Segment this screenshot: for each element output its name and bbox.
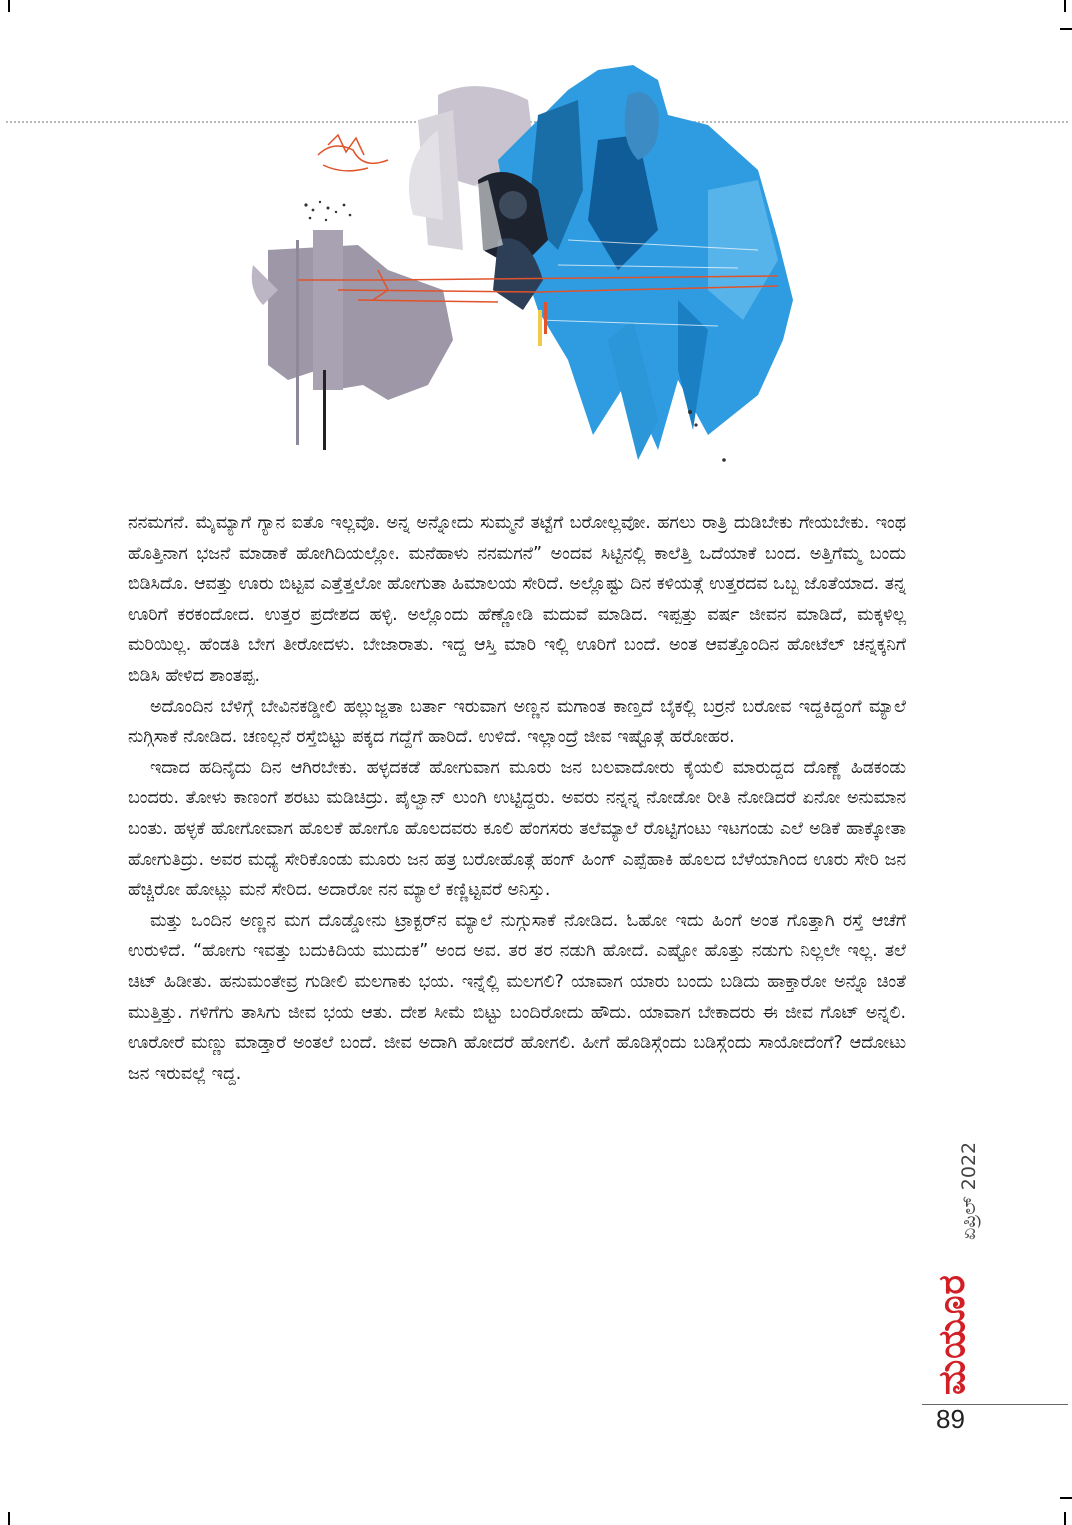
magazine-logo: ಮಯೂರ [930, 1274, 973, 1395]
dark-texture [463, 172, 548, 310]
article-paragraph: ನನಮಗನೆ. ಮೈಮ್ಯಾಗೆ ಗ್ಯಾನ ಐತೊ ಇಲ್ಲವೊ. ಅನ್ನ ಅನ್ನೋದು ಸುಮ್ಮನೆ ತಟ್ಟೆಗೆ ಬರೋಲ್ಲವೋ. ಹಗಲು ರಾತ್ರಿ ದುಡಿಬೇಕು ಗೇಯಬೇಕು. ಇಂಥ ಹೊತ್ತಿನಾಗ ಭಜನೆ ಮಾಡಾಕೆ ಹೋಗಿದಿಯಲ್ಲೋ. ಮನೆಹಾಳು ನನಮಗನೆ” ಅಂದವ ಸಿಟ್ಟಿನಲ್ಲಿ ಕಾಲೆತ್ತಿ ಒದೆಯಾಕೆ ಬಂದ. ಅತ್ತಿಗೆಮ್ಮ ಬಂದು ಬಿಡಿಸಿದೊ. ಆವತ್ತು ಊರು ಬಿಟ್ಟವ ಎತ್ತೆತ್ತಲೋ ಹೋಗುತಾ ಹಿಮಾಲಯ ಸೇರಿದೆ. ಅಲ್ಲೊಷ್ಟು ದಿನ ಕಳಿಯತ್ಗೆ ಉತ್ತರದವ ಒಬ್ಬ ಜೊತೆಯಾದ. ತನ್ನ ಊರಿಗೆ ಕರಕಂದೋದ. ಉತ್ತರ ಪ್ರದೇಶದ ಹಳ್ಳಿ. ಅಲ್ಲೊಂದು ಹೆಣ್ಣೋಡಿ ಮದುವೆ ಮಾಡಿದ. ಇಪ್ಪತ್ತು ವರ್ಷ ಜೀವನ ಮಾಡಿದೆ, ಮಕ್ಕಳಿಲ್ಲ ಮರಿಯಿಲ್ಲ. ಹೆಂಡತಿ ಬೇಗ ತೀರೋದಳು. ಬೇಜಾರಾತು. ಇದ್ದ ಆಸ್ತಿ ಮಾರಿ ಇಲ್ಲಿ ಊರಿಗೆ ಬಂದೆ. ಅಂತ ಆವತ್ತೊಂದಿನ ಹೋಟೆಲ್ ಚನ್ನಕ್ಕನಿಗೆ ಬಿಡಿಸಿ ಹೇಳಿದ ಶಾಂತಪ್ಪ. [128, 513, 906, 686]
article-paragraph: ಅದೊಂದಿನ ಬೆಳಿಗ್ಗೆ ಬೇವಿನಕಡ್ಡೀಲಿ ಹಲ್ಲುಜ್ಜತಾ ಬರ್ತಾ ಇರುವಾಗ ಅಣ್ಣನ ಮಗಾಂತ ಕಾಣ್ತದೆ ಬೈಕಲ್ಲಿ ಬರ್‍ರನೆ ಬರೋವ ಇದ್ದಕಿದ್ದಂಗೆ ಮ್ಯಾಲೆ ನುಗ್ಗಿಸಾಕೆ ನೋಡಿದ. ಚಣಲ್ಲನೆ ರಸ್ತೆಬಿಟ್ಟು ಪಕ್ಕದ ಗದ್ದೆಗೆ ಹಾರಿದೆ. ಉಳಿದೆ. ಇಲ್ಲಾಂದ್ರೆ ಜೀವ ಇಷ್ಟೊತ್ಗೆ ಹರೋಹರ. [128, 696, 906, 748]
crop-mark-bottom-right [1064, 1512, 1066, 1525]
crop-mark-right-top [1060, 28, 1072, 30]
crop-mark-top-left [8, 0, 10, 12]
article-paragraph: ಇದಾದ ಹದಿನೈದು ದಿನ ಆಗಿರಬೇಕು. ಹಳ್ಳದಕಡೆ ಹೋಗುವಾಗ ಮೂರು ಜನ ಬಲವಾದೋರು ಕೈಯಲಿ ಮಾರುದ್ದದ ದೊಣ್ಣೆ ಹಿಡಕಂಡು ಬಂದರು. ತೋಳು ಕಾಣಂಗೆ ಶರಟು ಮಡಿಚಿದ್ರು. ಪೈಲ್ವಾನ್ ಲುಂಗಿ ಉಟ್ಟಿದ್ದರು. ಅವರು ನನ್ನನ್ನ ನೋಡೋ ರೀತಿ ನೋಡಿದರೆ ಏನೋ ಅನುಮಾನ ಬಂತು. ಹಳ್ಳಕೆ ಹೋಗೋವಾಗ ಹೊಲಕೆ ಹೋಗೊ ಹೊಲದವರು ಕೂಲಿ ಹೆಂಗಸರು ತಲೆಮ್ಯಾಲೆ ರೊಟ್ಟಿಗಂಟು ಇಟಗಂಡು ಎಲೆ ಅಡಿಕೆ ಹಾಕ್ಕೋತಾ ಹೋಗುತಿದ್ರು. ಅವರ ಮಧ್ಯೆ ಸೇರಿಕೊಂಡು ಮೂರು ಜನ ಹತ್ರ ಬರೋಹೊತ್ಗೆ ಹಂಗ್ ಹಿಂಗ್ ಎಪ್ಪೆಹಾಕಿ ಹೊಲದ ಬೆಳೆಯಾಗಿಂದ ಊರು ಸೇರಿ ಜನ ಹೆಚ್ಚಿರೋ ಹೋಟ್ಲು ಮನೆ ಸೇರಿದ. ಅದಾರೋ ನನ ಮ್ಯಾಲೆ ಕಣ್ಣಿಟ್ಟವರೆ ಅನಿಸ್ತು. [128, 757, 906, 901]
crop-mark-top-right [1064, 0, 1066, 12]
crop-mark-right-bottom [1060, 1497, 1072, 1499]
abstract-illustration [238, 40, 798, 485]
issue-date: ಏಪ್ರಿಲ್ 2022 [958, 1141, 980, 1240]
crop-mark-bottom-left [8, 1512, 10, 1525]
article-body [128, 508, 906, 1089]
gray-figure-shape [252, 230, 453, 445]
article-paragraph: ಮತ್ತು ಒಂದಿನ ಅಣ್ಣನ ಮಗ ದೊಡ್ಡೋನು ಟ್ರಾಕ್ಟರ್‌ನ ಮ್ಯಾಲೆ ನುಗ್ಗುಸಾಕೆ ನೋಡಿದ. ಓಹೋ ಇದು ಹಿಂಗೆ ಅಂತ ಗೊತ್ತಾಗಿ ರಸ್ತೆ ಆಚೆಗೆ ಉರುಳಿದೆ. “ಹೋಗು ಇವತ್ತು ಬದುಕಿದಿಯ ಮುದುಕ” ಅಂದ ಅವ. ತರ ತರ ನಡುಗಿ ಹೋದೆ. ಎಷ್ಟೋ ಹೊತ್ತು ನಡುಗು ನಿಲ್ಲಲೇ ಇಲ್ಲ. ತಲೆ ಚಿಟ್ ಹಿಡೀತು. ಹನುಮಂತೇವ್ರ ಗುಡೀಲಿ ಮಲಗಾಕು ಭಯ. ಇನ್ನೆಲ್ಲಿ ಮಲಗಲಿ? ಯಾವಾಗ ಯಾರು ಬಂದು ಬಡಿದು ಹಾಕ್ತಾರೋ ಅನ್ನೊ ಚಿಂತೆ ಮುತ್ತಿತ್ತು. ಗಳಿಗೆಗು ತಾಸಿಗು ಜೀವ ಭಯ ಆತು. ದೇಶ ಸೀಮೆ ಬಿಟ್ಟು ಬಂದಿರೋದು ಹೌದು. ಯಾವಾಗ ಬೇಕಾದರು ಈ ಜೀವ ಗೊಟ್ ಅನ್ನಲಿ. ಊರೋರೆ ಮಣ್ಣು ಮಾಡ್ತಾರೆ ಅಂತಲೆ ಬಂದೆ. ಜೀವ ಅದಾಗಿ ಹೋದರೆ ಹೋಗಲಿ. ಹೀಗೆ ಹೊಡಿಸ್ಗೆಂದು ಬಡಿಸ್ಗೆಂದು ಸಾಯೋದೆಂಗೆ? ಆದೋಟು ಜನ ಇರುವಲ್ಲೆ ಇದ್ದ. [128, 910, 906, 1084]
blue-figure-shape [498, 65, 793, 460]
page-number: 89 [936, 1404, 965, 1434]
